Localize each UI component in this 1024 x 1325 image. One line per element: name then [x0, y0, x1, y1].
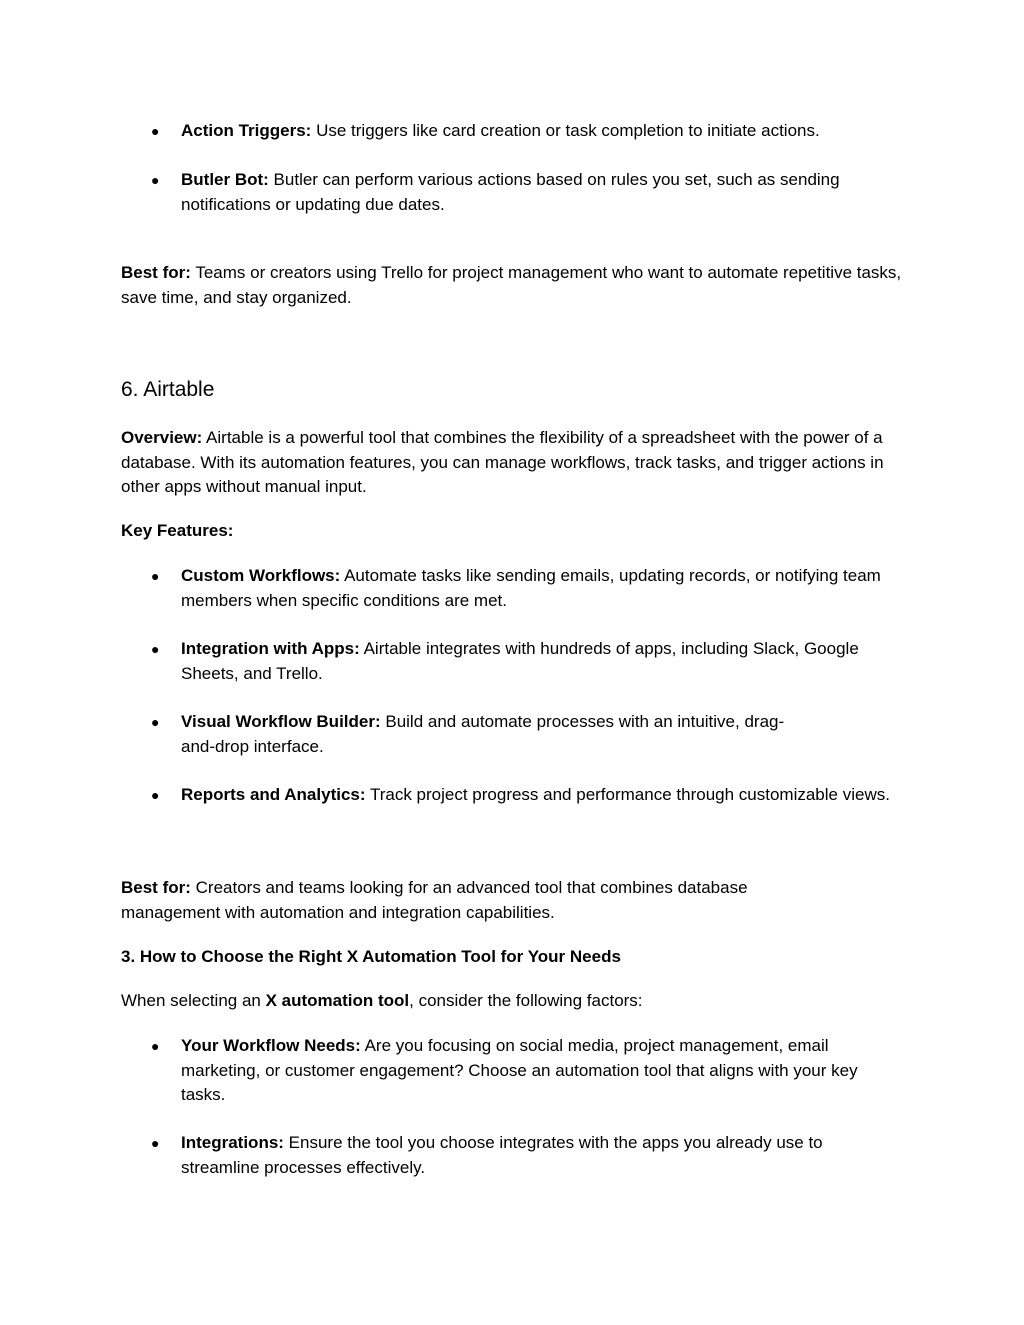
- bullet-icon: ●: [151, 714, 160, 730]
- bullet-icon: ●: [151, 1038, 160, 1054]
- list-item: [181, 637, 871, 686]
- text: Airtable is a powerful tool that combines the flexibility of a spreadsheet with the power of a database. With its automation features, you can manage workflows, track tasks, and trigger actions in other apps without manual input.: [121, 428, 884, 496]
- best-for-paragraph: [121, 261, 911, 310]
- label: Overview:: [121, 428, 203, 447]
- item-text: Ensure the tool you choose integrates with the apps you already use to streamline processes effectively.: [181, 1133, 823, 1177]
- list-item: [181, 710, 801, 759]
- bullet-icon: ●: [151, 641, 160, 657]
- bullet-icon: ●: [151, 787, 160, 803]
- item-label: Action Triggers:: [181, 121, 312, 140]
- item-label: Butler Bot:: [181, 170, 269, 189]
- key-features-heading: Key Features:: [121, 521, 234, 540]
- list-item: [181, 1131, 896, 1180]
- text: Creators and teams looking for an advanced tool that combines database management with automation and integration capabilities.: [121, 878, 748, 922]
- bold-text: X automation tool: [265, 991, 410, 1010]
- item-label: Integrations:: [181, 1133, 284, 1152]
- list-item: [181, 564, 911, 613]
- item-label: Custom Workflows:: [181, 566, 341, 585]
- list-item: [181, 1034, 896, 1108]
- best-for-paragraph: [121, 876, 821, 925]
- item-label: Your Workflow Needs:: [181, 1036, 361, 1055]
- text: , consider the following factors:: [409, 991, 643, 1010]
- bullet-icon: ●: [151, 568, 160, 584]
- list-item: [181, 119, 911, 144]
- text: When selecting an: [121, 991, 266, 1010]
- item-text: Build and automate processes with an intuitive, drag-and-drop interface.: [181, 712, 785, 756]
- text: Teams or creators using Trello for project management who want to automate repetitive tasks, save time, and stay organized.: [121, 263, 902, 307]
- item-label: Visual Workflow Builder:: [181, 712, 381, 731]
- bullet-icon: ●: [151, 172, 160, 188]
- item-text: Airtable integrates with hundreds of apps, including Slack, Google Sheets, and Trello.: [181, 639, 859, 683]
- item-text: Track project progress and performance through customizable views.: [365, 785, 890, 804]
- overview-paragraph: [121, 426, 911, 500]
- item-text: Butler can perform various actions based on rules you set, such as sending notifications or updating due dates.: [181, 170, 840, 214]
- list-item: [181, 168, 911, 217]
- section-heading: 6. Airtable: [121, 378, 215, 401]
- label: Best for:: [121, 263, 191, 282]
- item-text: Are you focusing on social media, project management, email marketing, or customer engagement? Choose an automation tool that aligns with your key tasks.: [181, 1036, 858, 1104]
- bullet-icon: ●: [151, 1135, 160, 1151]
- item-label: Reports and Analytics:: [181, 785, 366, 804]
- item-label: Integration with Apps:: [181, 639, 360, 658]
- intro-paragraph: [121, 989, 911, 1014]
- label: Best for:: [121, 878, 191, 897]
- item-text: Automate tasks like sending emails, updating records, or notifying team members when specific conditions are met.: [181, 566, 881, 610]
- subsection-heading: 3. How to Choose the Right X Automation Tool for Your Needs: [121, 947, 621, 966]
- item-text: Use triggers like card creation or task completion to initiate actions.: [311, 121, 820, 140]
- list-item: [181, 783, 911, 808]
- bullet-icon: ●: [151, 123, 160, 139]
